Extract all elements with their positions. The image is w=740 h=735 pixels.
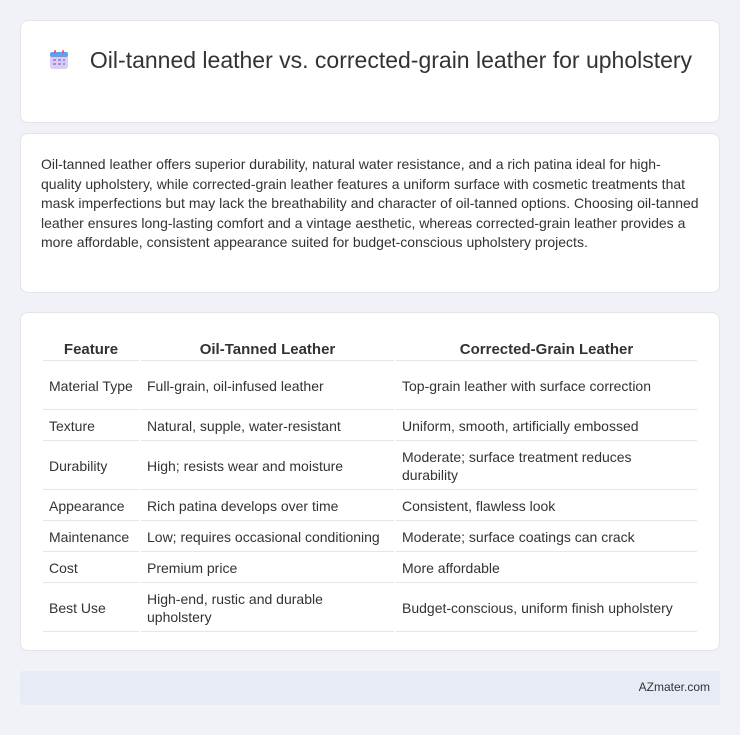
table-cell: Appearance — [43, 492, 139, 521]
table-row — [43, 443, 697, 490]
table-cell: Natural, supple, water-resistant — [141, 412, 394, 441]
table-cell: High-end, rustic and durable upholstery — [141, 585, 394, 632]
footer-brand: AZmater.com — [638, 680, 710, 694]
table-cell: More affordable — [396, 554, 697, 583]
comparison-table — [41, 333, 699, 634]
page-title-text: Oil-tanned leather vs. corrected-grain leather for upholstery — [89, 47, 693, 73]
table-cell: Best Use — [43, 585, 139, 632]
table-row — [43, 492, 697, 521]
comparison-table-card — [20, 312, 720, 651]
table-header-row — [43, 335, 697, 361]
table-row — [43, 554, 697, 583]
footer-bar — [20, 671, 720, 705]
table-cell: Texture — [43, 412, 139, 441]
table-cell: Durability — [43, 443, 139, 490]
table-cell: Moderate; surface treatment reduces durability — [396, 443, 697, 490]
table-cell: Full-grain, oil-infused leather — [141, 363, 394, 410]
table-cell: Premium price — [141, 554, 394, 583]
table-cell: Consistent, flawless look — [396, 492, 697, 521]
table-row — [43, 523, 697, 552]
table-cell: High; resists wear and moisture — [141, 443, 394, 490]
header-feature: Feature — [43, 335, 139, 361]
table-cell: Maintenance — [43, 523, 139, 552]
calendar-icon — [48, 49, 70, 71]
summary-card — [20, 133, 720, 293]
table-cell: Rich patina develops over time — [141, 492, 394, 521]
page-title — [21, 45, 719, 75]
table-cell: Low; requires occasional conditioning — [141, 523, 394, 552]
table-cell: Budget-conscious, uniform finish upholstery — [396, 585, 697, 632]
table-cell: Moderate; surface coatings can crack — [396, 523, 697, 552]
table-row — [43, 585, 697, 632]
summary-text: Oil-tanned leather offers superior durability, natural water resistance, and a rich patina ideal for high-quality upholstery, while corrected-grain leather features a uniform surface with cosmetic treatments that mask imperfections but may lack the breathability and character of oil-tanned options. Choosing oil-tanned leather ensures long-lasting comfort and a vintage aesthetic, whereas corrected-grain leather provides a more affordable, consistent appearance suited for budget-conscious upholstery projects. — [41, 156, 699, 251]
header-corrected-grain: Corrected-Grain Leather — [396, 335, 697, 361]
table-cell: Top-grain leather with surface correction — [396, 363, 697, 410]
table-cell: Uniform, smooth, artificially embossed — [396, 412, 697, 441]
table-cell: Material Type — [43, 363, 139, 410]
table-row — [43, 363, 697, 410]
table-cell: Cost — [43, 554, 139, 583]
table-row — [43, 412, 697, 441]
title-card — [20, 20, 720, 123]
header-oil-tanned: Oil-Tanned Leather — [141, 335, 394, 361]
